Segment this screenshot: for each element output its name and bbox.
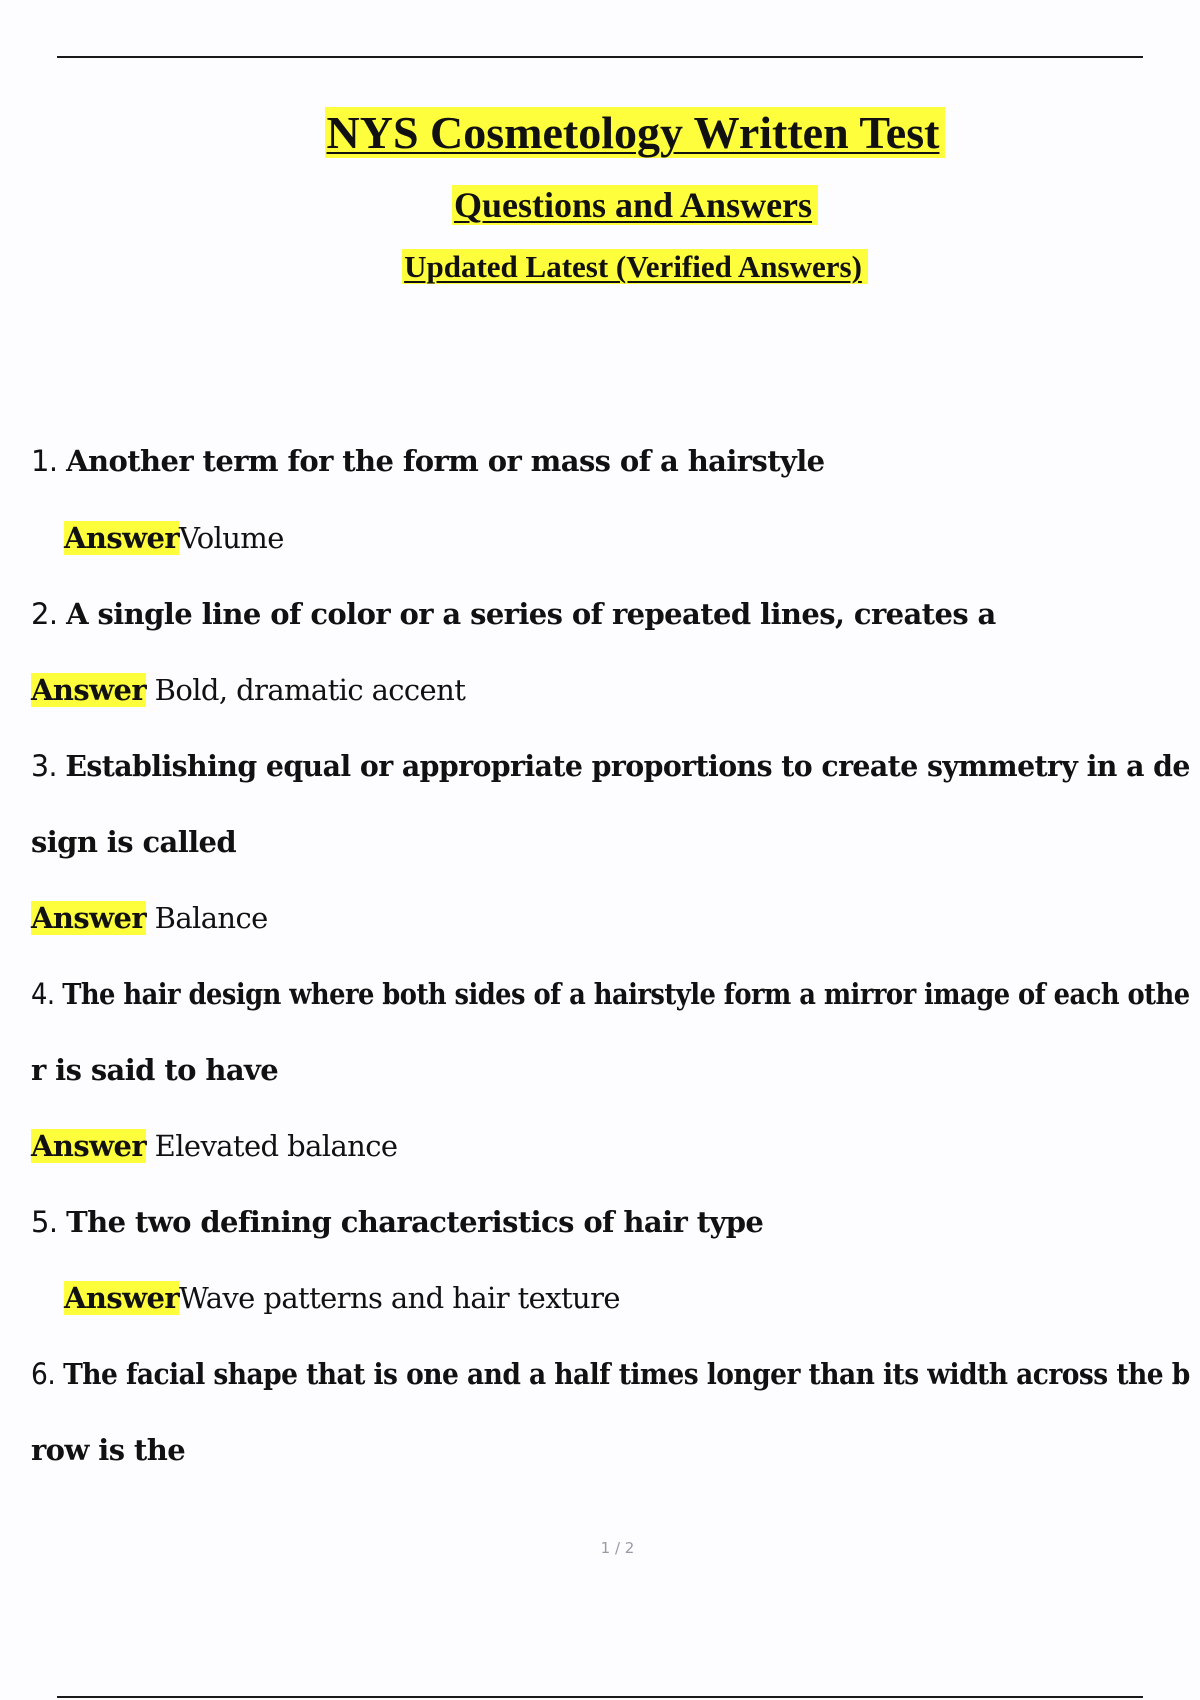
bottom-rule bbox=[57, 1696, 1143, 1698]
question-4: 4. The hair design where both sides of a hairstyle form a mirror image of each othe bbox=[31, 977, 1190, 1011]
document-title: NYS Cosmetology Written Test bbox=[0, 106, 1200, 159]
question-6: 6. The facial shape that is one and a half times longer than its width across the b bbox=[31, 1357, 1190, 1391]
question-3: 3. Establishing equal or appropriate proportions to create symmetry in a de bbox=[31, 749, 1190, 783]
question-2: 2. A single line of color or a series of repeated lines, creates a bbox=[31, 597, 996, 631]
answer-1: AnswerVolume bbox=[64, 521, 284, 555]
answer-4: Answer Elevated balance bbox=[31, 1129, 398, 1163]
question-6-continued: row is the bbox=[31, 1433, 186, 1467]
answer-label: Answer bbox=[64, 521, 180, 555]
question-1: 1. Another term for the form or mass of a hairstyle bbox=[31, 444, 825, 478]
answer-3: Answer Balance bbox=[31, 901, 268, 935]
document-tagline: Updated Latest (Verified Answers) bbox=[0, 249, 1200, 285]
answer-label: Answer bbox=[31, 1129, 147, 1163]
answer-5: AnswerWave patterns and hair texture bbox=[64, 1281, 620, 1315]
answer-2: Answer Bold, dramatic accent bbox=[31, 673, 466, 707]
question-4-continued: r is said to have bbox=[31, 1053, 279, 1087]
page-indicator: 1 / 2 bbox=[600, 1539, 635, 1557]
document-subtitle: Questions and Answers bbox=[0, 184, 1200, 226]
top-rule bbox=[57, 56, 1143, 58]
answer-label: Answer bbox=[64, 1281, 180, 1315]
question-3-continued: sign is called bbox=[31, 825, 237, 859]
answer-label: Answer bbox=[31, 901, 147, 935]
answer-label: Answer bbox=[31, 673, 147, 707]
question-5: 5. The two defining characteristics of hair type bbox=[31, 1205, 764, 1239]
